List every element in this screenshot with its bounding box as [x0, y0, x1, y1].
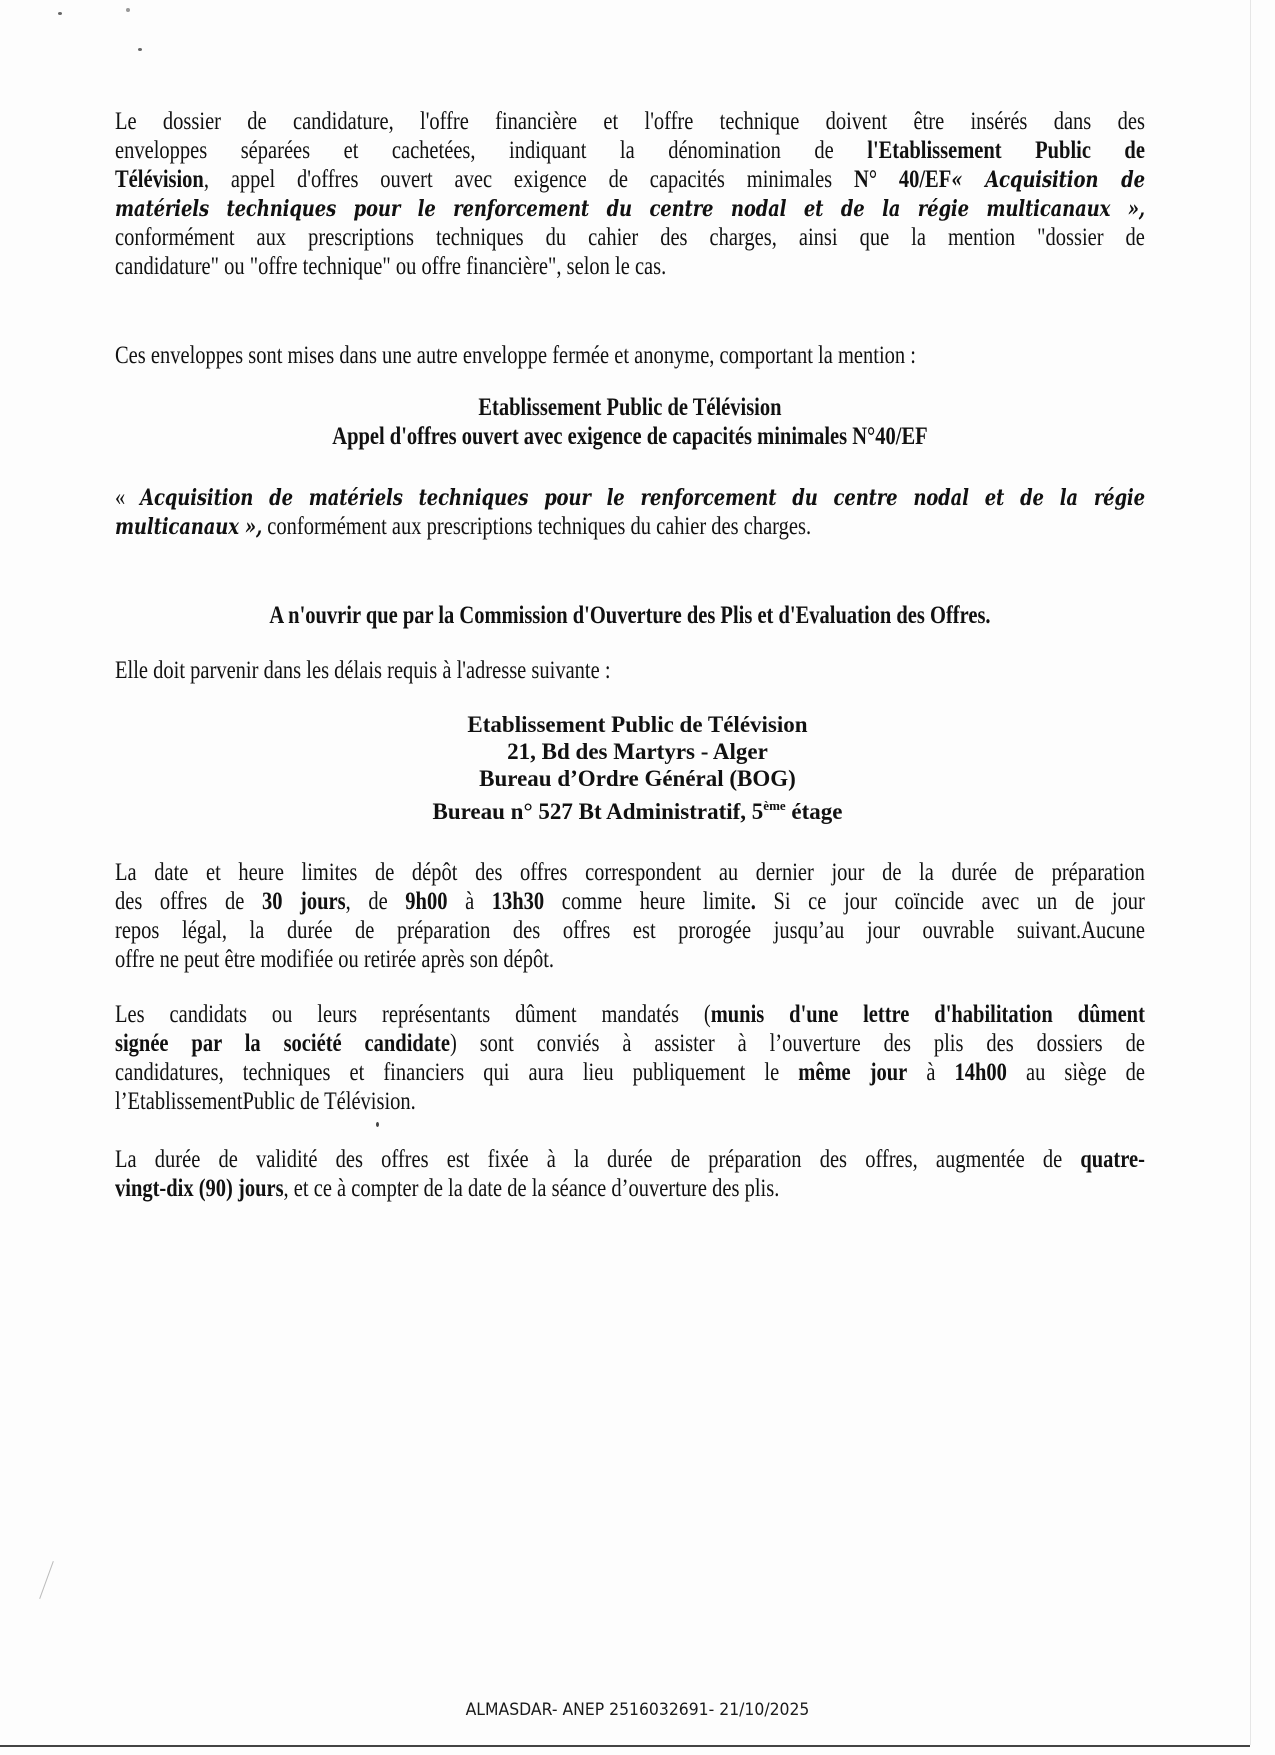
- text-line: offre ne peut être modifiée ou retirée après son dépôt.: [115, 946, 555, 973]
- address-line: Bureau d’Ordre Général (BOG): [479, 766, 796, 791]
- text-line: candidatures, techniques et financiers qui aura lieu publiquement le même jour à 14h00 au siège de: [115, 1059, 1145, 1086]
- text-line: repos légal, la durée de préparation des offres est prorogée jusqu’au jour ouvrable suivant.Aucune: [115, 917, 1145, 944]
- scan-speck: [376, 1122, 379, 1127]
- page-right-edge: [1250, 0, 1251, 1745]
- text-line: candidature" ou "offre technique" ou offre financière", selon le cas.: [115, 253, 667, 280]
- text-line: Télévision, appel d'offres ouvert avec exigence de capacités minimales N° 40/EF« Acquisition de: [115, 166, 1145, 193]
- text-line: enveloppes séparées et cachetées, indiquant la dénomination de l'Etablissement Public de: [115, 137, 1145, 164]
- bold-text: vingt-dix (90) jours: [115, 1175, 284, 1202]
- bold-text: N° 40/EF: [854, 166, 952, 193]
- text-line: l’EtablissementPublic de Télévision.: [115, 1088, 416, 1115]
- scan-speck: [126, 8, 130, 12]
- scan-speck: [138, 48, 142, 51]
- paragraph-outer-envelope: Ces enveloppes sont mises dans une autre enveloppe fermée et anonyme, comportant la mention :: [115, 342, 916, 369]
- mention-line: Etablissement Public de Télévision: [478, 394, 782, 421]
- address-line: Bureau n° 527 Bt Administratif, 5ème étage: [432, 798, 843, 824]
- text-line: La date et heure limites de dépôt des offres correspondent au dernier jour de la durée de préparation: [115, 859, 1145, 886]
- bold-italic-text: Acquisition de matériels techniques pour le renforcement du centre nodal et de la régie: [140, 485, 1145, 511]
- text-line: conformément aux prescriptions techniques du cahier des charges, ainsi que la mention "dossier de: [115, 224, 1145, 251]
- bold-italic-text: multicanaux »,: [115, 514, 263, 540]
- bold-text: 14h00: [954, 1059, 1007, 1086]
- mention-line: Appel d'offres ouvert avec exigence de capacités minimales N°40/EF: [332, 423, 928, 450]
- bold-text: munis d'une lettre d'habilitation dûment: [710, 1001, 1145, 1028]
- bold-italic-text: matériels techniques pour le renforcement du centre nodal et de la régie multicanaux »,: [115, 196, 1145, 222]
- text-line: Le dossier de candidature, l'offre financière et l'offre technique doivent être insérés dans des: [115, 108, 1145, 135]
- text-line: signée par la société candidate) sont conviés à assister à l’ouverture des plis des dossiers de: [115, 1030, 1145, 1057]
- bold-text: 13h30: [491, 888, 545, 915]
- bold-text: Télévision: [115, 166, 204, 193]
- text-line: des offres de 30 jours, de 9h00 à 13h30 comme heure limite. Si ce jour coïncide avec un de jour: [115, 888, 1145, 915]
- bold-text: l'Etablissement Public de: [867, 137, 1145, 164]
- page-bottom-edge: [0, 1745, 1250, 1747]
- scan-speck: [58, 12, 62, 15]
- text-line: La durée de validité des offres est fixée à la durée de préparation des offres, augmentée de quatre-: [115, 1146, 1145, 1173]
- scan-mark: [39, 1561, 54, 1599]
- text-line: vingt-dix (90) jours, et ce à compter de la date de la séance d’ouverture des plis.: [115, 1175, 780, 1202]
- bold-text: même jour: [798, 1059, 908, 1086]
- address-line: Etablissement Public de Télévision: [467, 712, 808, 737]
- paragraph-delivery: Elle doit parvenir dans les délais requis à l'adresse suivante :: [115, 657, 611, 684]
- text-line: multicanaux », conformément aux prescriptions techniques du cahier des charges.: [115, 513, 812, 540]
- bold-text: quatre-: [1080, 1146, 1145, 1173]
- text-line: « Acquisition de matériels techniques pour le renforcement du centre nodal et de la régie: [115, 484, 1145, 511]
- address-line: 21, Bd des Martyrs - Alger: [507, 739, 768, 764]
- text-line: Les candidats ou leurs représentants dûment mandatés (munis d'une lettre d'habilitation dûment: [115, 1001, 1145, 1028]
- bold-text: signée par la société candidate: [115, 1030, 450, 1057]
- text-line: [115, 194, 1145, 224]
- bold-italic-text: « Acquisition de: [951, 167, 1145, 193]
- footer-reference: ALMASDAR- ANEP 2516032691- 21/10/2025: [465, 1700, 810, 1720]
- opening-notice: A n'ouvrir que par la Commission d'Ouverture des Plis et d'Evaluation des Offres.: [269, 602, 991, 629]
- bold-text: 9h00: [405, 888, 448, 915]
- bold-text: 30 jours: [261, 888, 346, 915]
